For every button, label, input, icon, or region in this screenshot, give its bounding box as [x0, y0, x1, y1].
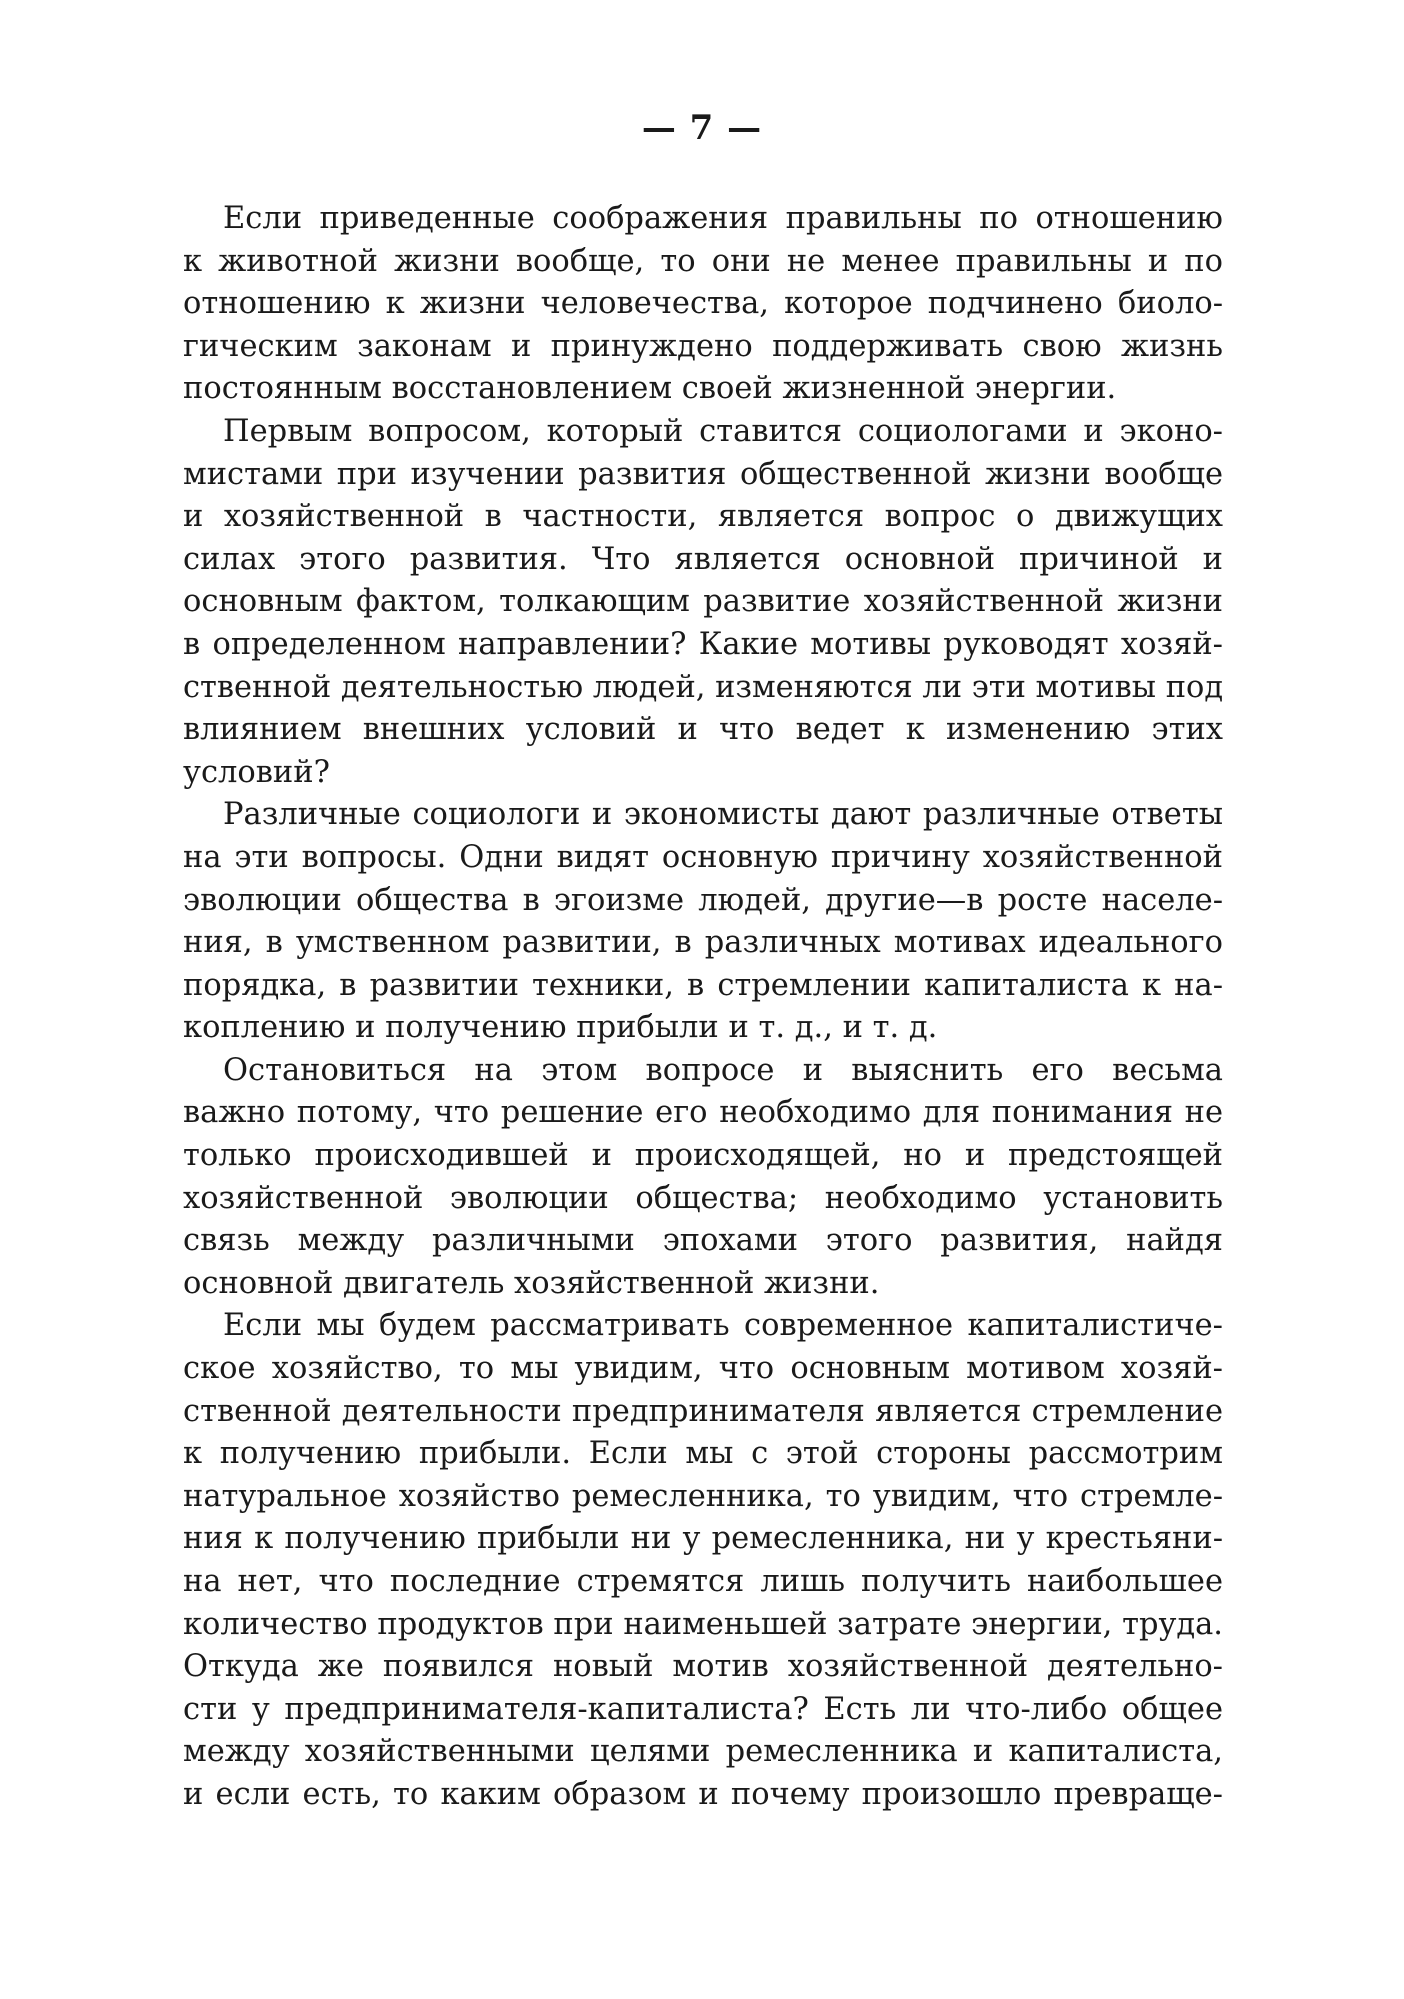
text-line: мистами при изучении развития общественной жизни вообще	[183, 456, 1223, 492]
text-line: ния, в умственном развитии, в различных мотивах идеального	[183, 925, 1223, 961]
text-line: порядка, в развитии техники, в стремлении капиталиста к на-	[183, 967, 1223, 1003]
text-line: количество продуктов при наименьшей затрате энергии, труда.	[183, 1606, 1223, 1642]
text-line: натуральное хозяйство ремесленника, то увидим, что стремле-	[183, 1478, 1223, 1514]
text-line: сти у предпринимателя-капиталиста? Есть ли что-либо общее	[183, 1691, 1223, 1727]
paragraph	[183, 198, 1223, 411]
text-line: коплению и получению прибыли и т. д., и т. д.	[183, 1010, 938, 1046]
text-line: важно потому, что решение его необходимо для понимания не	[183, 1095, 1223, 1131]
text-line: условий?	[183, 754, 330, 790]
text-line: Откуда же появился новый мотив хозяйственной деятельно-	[183, 1649, 1223, 1685]
text-line: силах этого развития. Что является основной причиной и	[183, 541, 1223, 577]
text-line: влиянием внешних условий и что ведет к изменению этих	[183, 712, 1223, 748]
paragraph	[183, 1305, 1223, 1816]
paragraph	[183, 1050, 1223, 1306]
text-line: ственной деятельностью людей, изменяются ли эти мотивы под	[183, 669, 1224, 705]
text-line: Первым вопросом, который ставится социологами и эконо-	[223, 413, 1223, 449]
text-line: между хозяйственными целями ремесленника и капиталиста,	[183, 1734, 1223, 1770]
body-text	[183, 198, 1223, 1817]
text-line: Если мы будем рассматривать современное капиталистиче-	[223, 1308, 1223, 1344]
text-line: ния к получению прибыли ни у ремесленника, ни у крестьяни-	[183, 1521, 1223, 1557]
text-line: основной двигатель хозяйственной жизни.	[183, 1265, 880, 1301]
text-line: связь между различными эпохами этого развития, найдя	[183, 1223, 1223, 1259]
text-line: и если есть, то каким образом и почему произошло превраще-	[183, 1776, 1223, 1812]
page-number: — 7 —	[641, 108, 763, 148]
text-line: отношению к жизни человечества, которое подчинено биоло-	[183, 286, 1223, 322]
text-line: Если приведенные соображения правильны по отношению	[223, 201, 1223, 236]
text-line: ское хозяйство, то мы увидим, что основным мотивом хозяй-	[183, 1351, 1223, 1387]
text-line: к получению прибыли. Если мы с этой стороны рассмотрим	[183, 1436, 1223, 1472]
text-line: хозяйственной эволюции общества; необходимо установить	[183, 1180, 1223, 1216]
text-line: к животной жизни вообще, то они не менее правильны и по	[183, 243, 1223, 279]
text-line: Остановиться на этом вопросе и выяснить его весьма	[223, 1052, 1223, 1088]
paragraph	[183, 411, 1223, 794]
text-line: на эти вопросы. Одни видят основную причину хозяйственной	[183, 839, 1223, 875]
text-line: гическим законам и принуждено поддерживать свою жизнь	[183, 328, 1223, 364]
text-line: эволюции общества в эгоизме людей, другие—в росте населе-	[183, 882, 1223, 918]
text-line: и хозяйственной в частности, является вопрос о движущих	[183, 499, 1223, 535]
paragraph	[183, 794, 1223, 1050]
text-line: основным фактом, толкающим развитие хозяйственной жизни	[183, 584, 1223, 620]
text-line: ственной деятельности предпринимателя является стремление	[183, 1393, 1223, 1429]
text-line: в определенном направлении? Какие мотивы руководят хозяй-	[183, 626, 1223, 662]
text-line: только происходившей и происходящей, но и предстоящей	[183, 1138, 1223, 1174]
text-line: на нет, что последние стремятся лишь получить наибольшее	[183, 1564, 1223, 1599]
text-line: Различные социологи и экономисты дают различные ответы	[223, 797, 1223, 833]
text-line: постоянным восстановлением своей жизненной энергии.	[183, 371, 1117, 407]
